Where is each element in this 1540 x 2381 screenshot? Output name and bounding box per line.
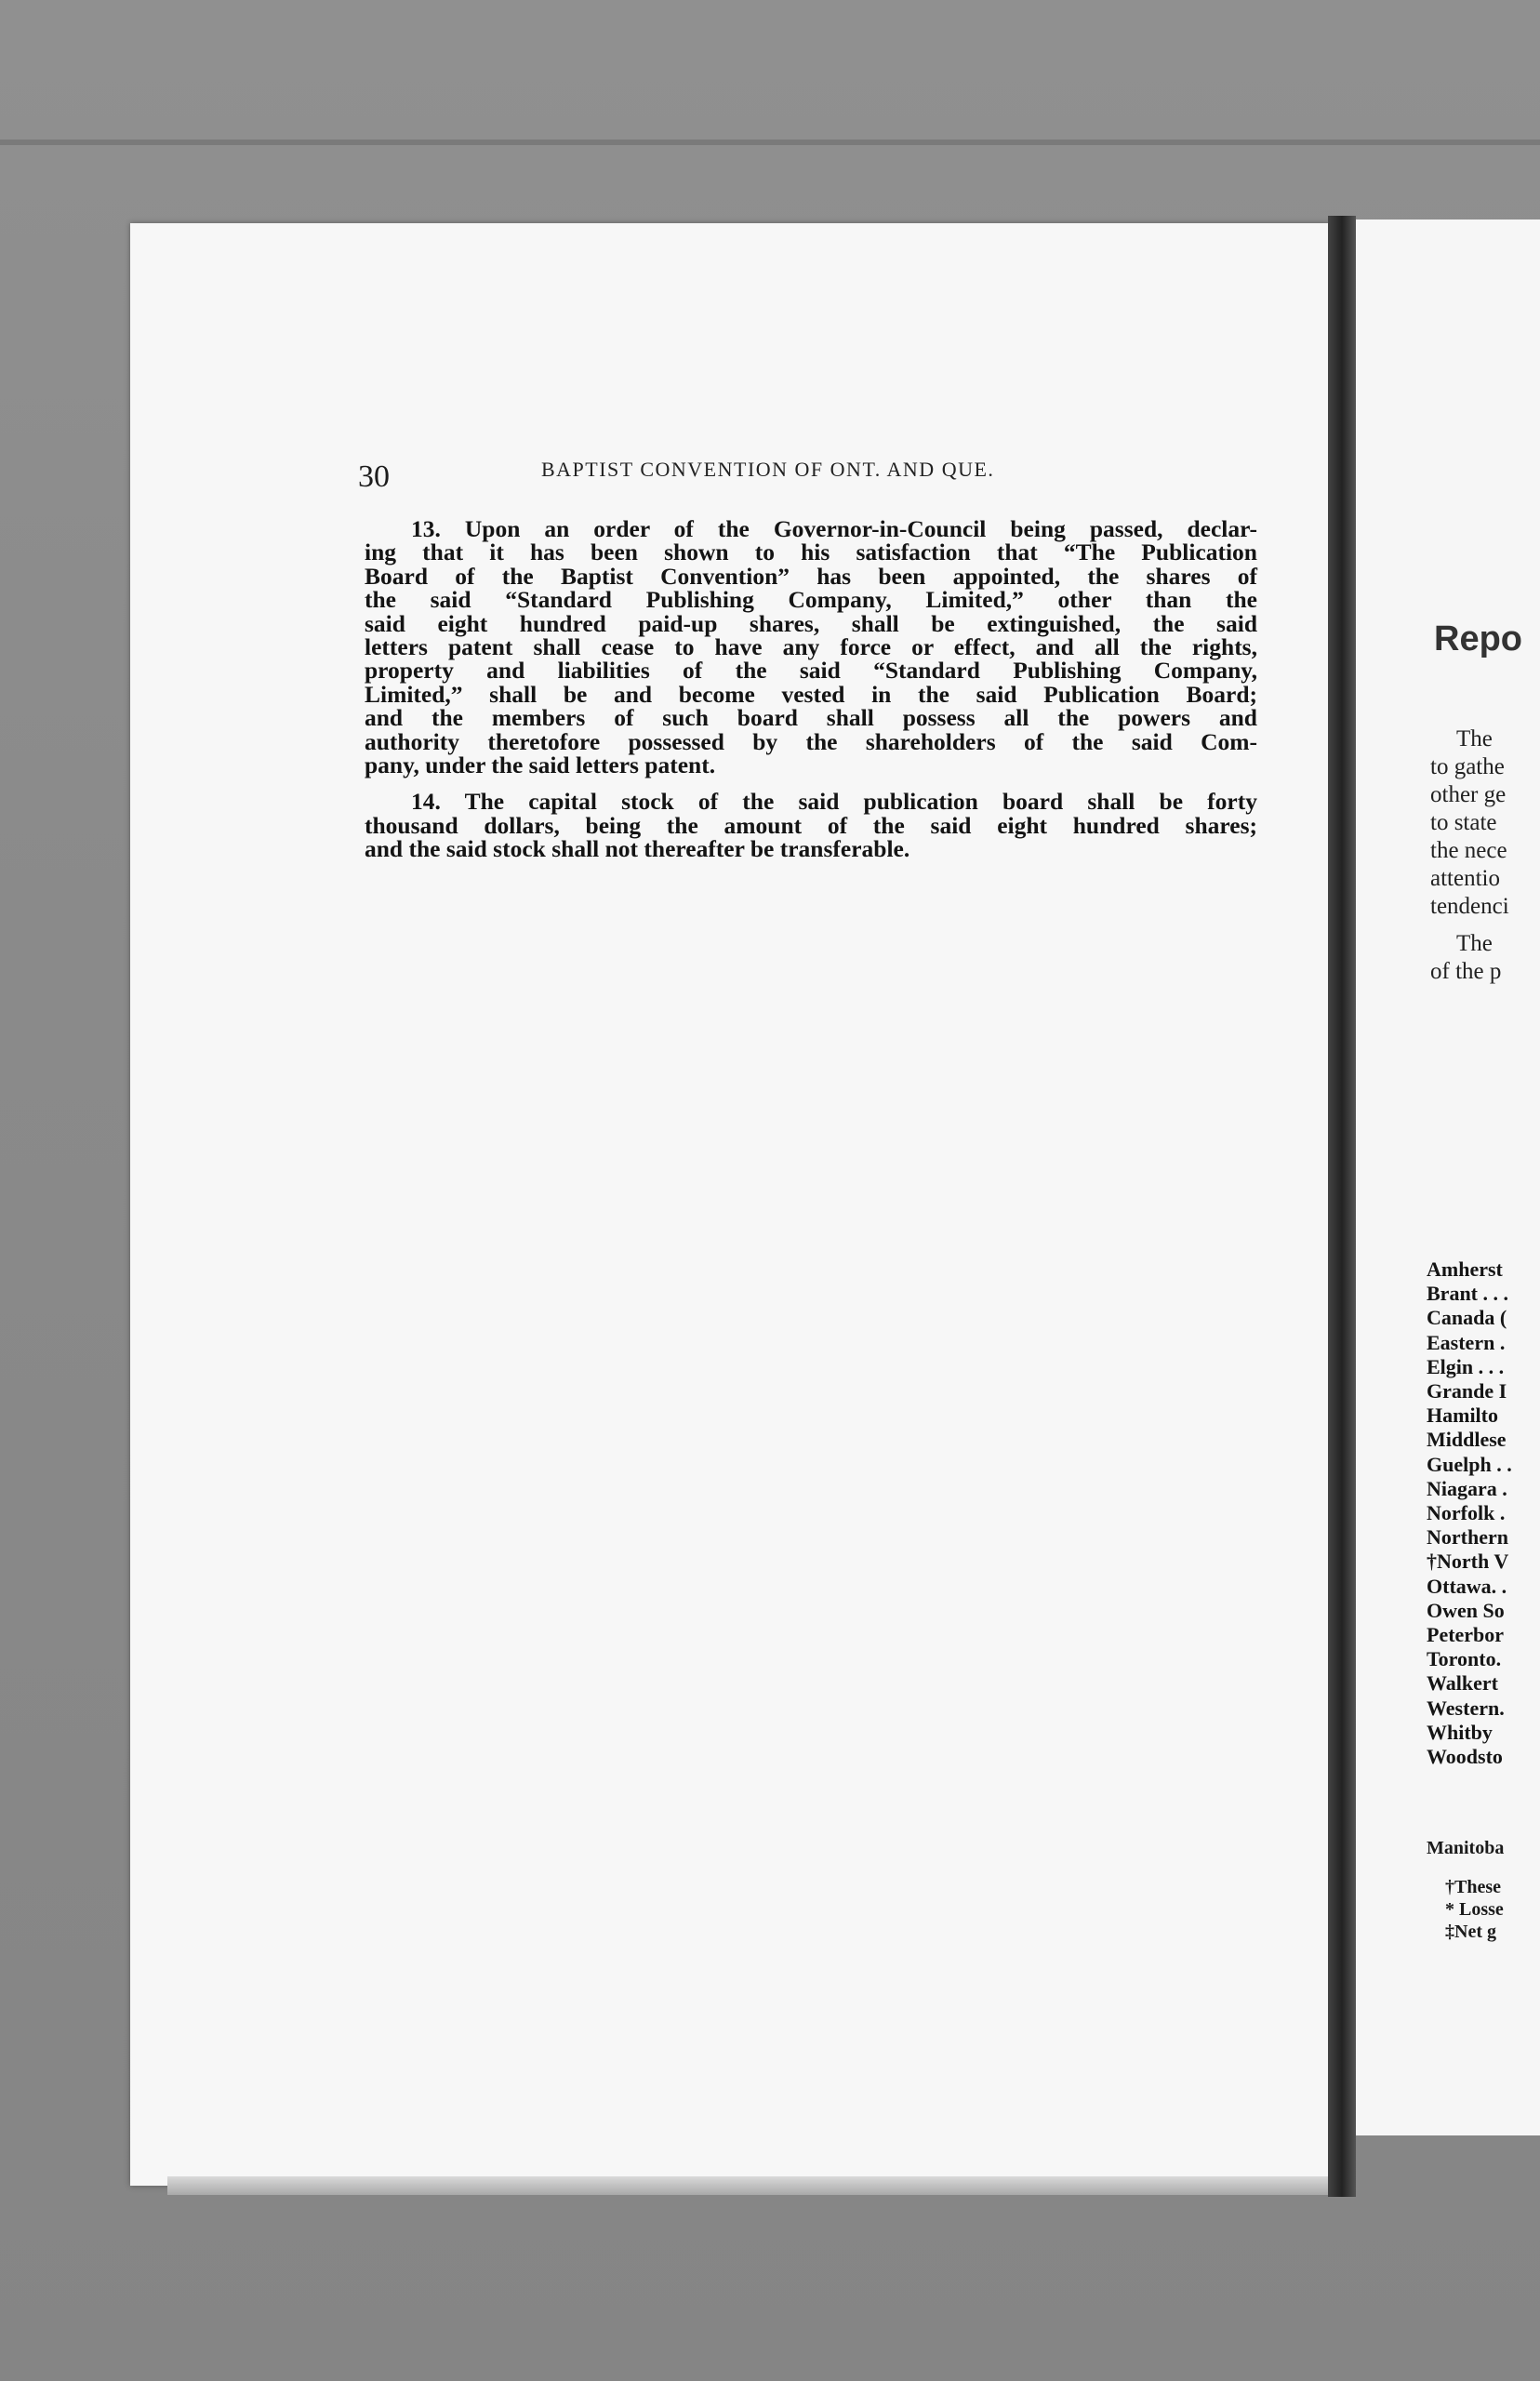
right-page-text-line: attentio: [1430, 866, 1500, 891]
list-item: Canada (: [1427, 1306, 1507, 1330]
body-text: [365, 517, 1257, 874]
list-item: Niagara .: [1427, 1476, 1507, 1500]
list-item: Amherst: [1427, 1257, 1503, 1281]
list-item: Northern: [1427, 1525, 1508, 1550]
list-item: Toronto.: [1427, 1647, 1502, 1671]
right-page-text-line: other ge: [1430, 782, 1507, 807]
text-line: thousand dollars, being the amount of the said eight hundred shares;: [365, 811, 1257, 839]
list-item: Guelph . .: [1427, 1452, 1512, 1476]
paragraph-14: [365, 788, 1257, 863]
text-line: property and liabilities of the said “Standard Publishing Company,: [365, 657, 1257, 685]
book-spine: [1328, 216, 1356, 2197]
text-line: the said “Standard Publishing Company, Limited,” other than the: [365, 586, 1257, 614]
text-line: Limited,” shall be and become vested in the said Publication Board;: [365, 680, 1257, 708]
footnote: * Losse: [1445, 1899, 1504, 1920]
text-line: said eight hundred paid-up shares, shall be extinguished, the said: [365, 609, 1257, 637]
right-page-text-line: to gathe: [1430, 754, 1505, 779]
right-page-text-line: The: [1456, 726, 1493, 752]
right-page: [1356, 219, 1540, 2135]
text-line: 14. The capital stock of the said publication board shall be forty: [411, 788, 1257, 816]
list-item: Middlese: [1427, 1428, 1507, 1452]
text-line: 13. Upon an order of the Governor-in-Council being passed, declar-: [411, 515, 1257, 542]
list-item: †North V: [1427, 1550, 1509, 1574]
list-item: Whitby: [1427, 1720, 1493, 1744]
list-item: Norfolk .: [1427, 1501, 1506, 1525]
list-item: Woodsto: [1427, 1745, 1503, 1769]
footnote: †These: [1445, 1877, 1501, 1897]
list-item: Western.: [1427, 1696, 1505, 1720]
text-line: pany, under the said letters patent.: [365, 752, 716, 779]
text-line: Board of the Baptist Convention” has been appointed, the shares of: [365, 562, 1257, 590]
right-page-text-line: tendenci: [1430, 894, 1509, 919]
right-page-text-line: to state: [1430, 810, 1497, 835]
manitoba-label: Manitoba: [1427, 1838, 1505, 1858]
running-head: BAPTIST CONVENTION OF ONT. AND QUE.: [541, 458, 995, 481]
text-line: authority theretofore possessed by the shareholders of the said Com-: [365, 727, 1257, 755]
paragraph-13: [365, 517, 1257, 777]
list-item: Owen So: [1427, 1598, 1505, 1622]
scan-top-band: [0, 140, 1540, 145]
footnote: ‡Net g: [1445, 1922, 1496, 1942]
right-page-heading: Repo: [1434, 619, 1522, 658]
text-line: ing that it has been shown to his satisfaction that “The Publication: [365, 539, 1257, 566]
list-item: Ottawa. .: [1427, 1574, 1507, 1598]
list-item: Hamilto: [1427, 1403, 1498, 1428]
text-line: and the members of such board shall possess all the powers and: [365, 704, 1257, 732]
right-page-text-line: the nece: [1430, 838, 1507, 863]
page-number: 30: [358, 459, 390, 494]
list-item: Grande I: [1427, 1379, 1507, 1403]
right-page-text-line: of the p: [1430, 959, 1502, 984]
district-list: [1427, 1257, 1512, 1769]
list-item: Walkert: [1427, 1671, 1498, 1696]
list-item: Eastern .: [1427, 1330, 1506, 1354]
list-item: Peterbor: [1427, 1623, 1505, 1647]
list-item: Brant . . .: [1427, 1282, 1508, 1306]
left-page-edge: [167, 2176, 1330, 2195]
text-line: letters patent shall cease to have any force or effect, and all the rights,: [365, 633, 1257, 661]
text-line: and the said stock shall not thereafter be transferable.: [365, 835, 910, 863]
right-page-text-line: The: [1456, 931, 1493, 956]
list-item: Elgin . . .: [1427, 1354, 1505, 1378]
